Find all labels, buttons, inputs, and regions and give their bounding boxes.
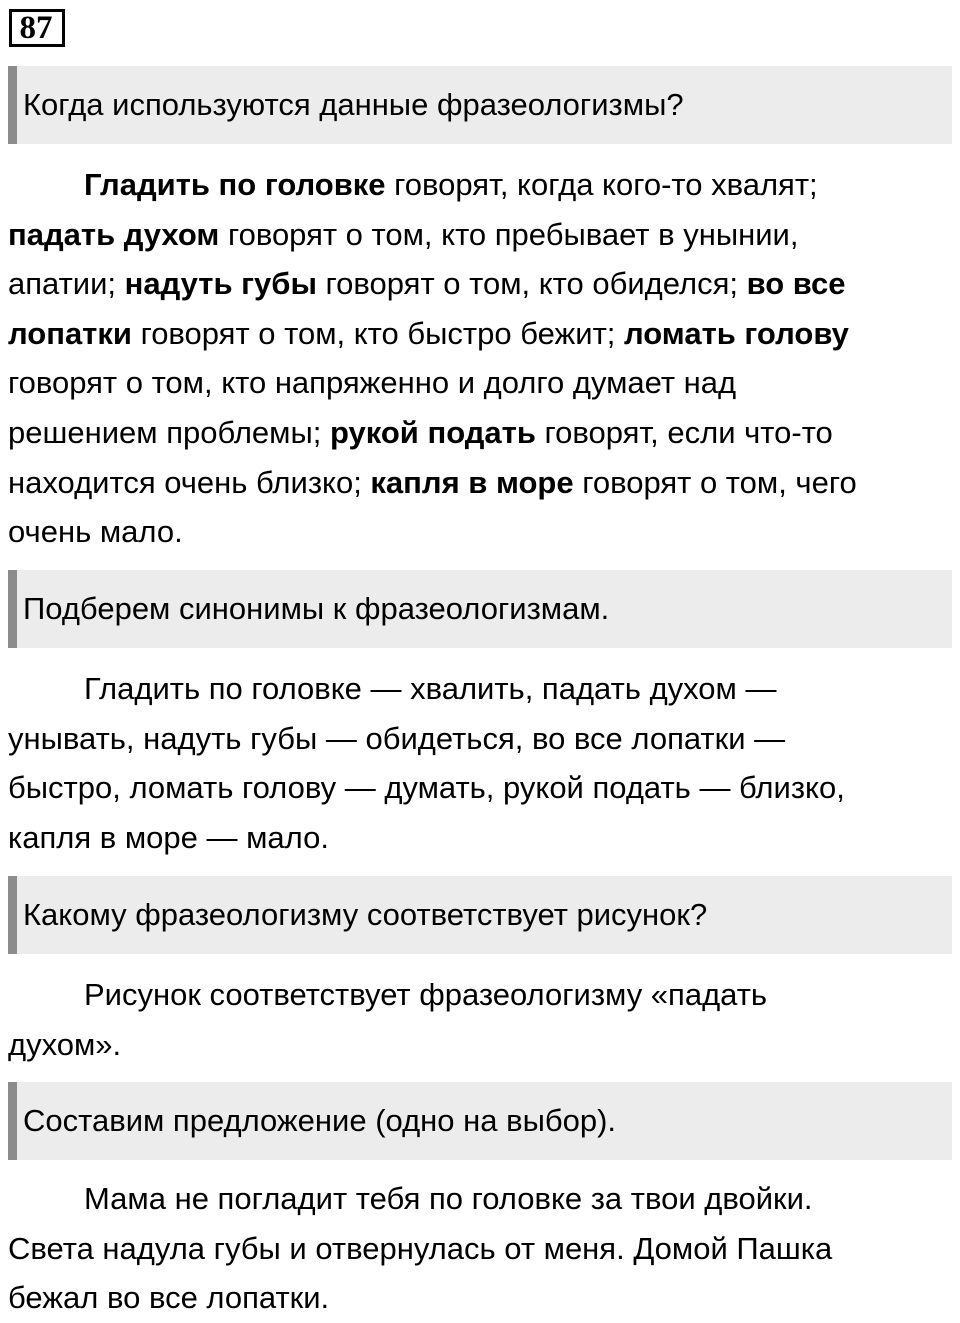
- phraseologism-bold: рукой подать: [329, 414, 536, 450]
- answer-line: [8, 309, 940, 359]
- answer-line: [8, 210, 940, 260]
- question-bar-2: [8, 570, 952, 648]
- answer-block-3: [8, 970, 940, 1069]
- answer-line: [8, 1174, 940, 1224]
- answer-text: унывать, надуть губы — обидеться, во все лопатки —: [8, 720, 786, 756]
- phraseologism-bold: во все: [746, 266, 846, 302]
- answer-text: говорят о том, чего: [573, 464, 857, 500]
- answer-block-1: [8, 160, 940, 557]
- answer-line: [8, 813, 940, 863]
- answer-line: [8, 714, 940, 764]
- question-text: Составим предложение (одно на выбор).: [23, 1103, 617, 1138]
- answer-text: решением проблемы;: [8, 414, 330, 450]
- answer-text: очень мало.: [8, 514, 183, 550]
- answer-text: находится очень близко;: [8, 464, 371, 500]
- answer-line: [8, 1224, 940, 1274]
- answer-text: бежал во все лопатки.: [8, 1280, 330, 1316]
- question-text: Когда используются данные фразеологизмы?: [23, 87, 684, 122]
- answer-line: [8, 358, 940, 408]
- answer-text: апатии;: [8, 266, 125, 302]
- answer-text: быстро, ломать голову — думать, рукой подать — близко,: [8, 770, 845, 806]
- answer-line: [8, 507, 940, 557]
- question-bar-3: [8, 876, 952, 954]
- answer-text: говорят о том, кто напряженно и долго думает над: [8, 365, 737, 401]
- answer-text: Мама не погладит тебя по головке за твои двойки.: [84, 1181, 813, 1216]
- answer-text: говорят о том, кто пребывает в унынии,: [219, 216, 799, 252]
- answer-line: [8, 408, 940, 458]
- answer-line: [8, 970, 940, 1020]
- phraseologism-bold: надуть губы: [124, 266, 317, 302]
- answer-line: [8, 1020, 940, 1070]
- phraseologism-bold: лопатки: [8, 315, 132, 351]
- answer-text: говорят, когда кого-то хвалят;: [385, 167, 818, 202]
- answer-text: духом».: [8, 1026, 122, 1062]
- answer-block-4: [8, 1174, 940, 1323]
- answer-text: говорят о том, кто обиделся;: [316, 266, 747, 302]
- answer-line: [8, 763, 940, 813]
- task-number: 87: [9, 9, 65, 47]
- answer-text: говорят о том, кто быстро бежит;: [131, 315, 624, 351]
- answer-line: [8, 160, 940, 210]
- answer-text: капля в море — мало.: [8, 819, 329, 855]
- question-bar-4: [8, 1082, 952, 1160]
- phraseologism-bold: ломать голову: [624, 315, 849, 351]
- answer-text: Света надула губы и отвернулась от меня. Домой Пашка: [8, 1230, 833, 1266]
- question-text: Какому фразеологизму соответствует рисунок?: [23, 897, 708, 932]
- phraseologism-bold: Гладить по головке: [84, 167, 386, 202]
- answer-line: [8, 664, 940, 714]
- answer-text: Рисунок соответствует фразеологизму «падать: [84, 977, 768, 1012]
- answer-line: [8, 458, 940, 508]
- question-text: Подберем синонимы к фразеологизмам.: [23, 591, 610, 626]
- answer-block-2: [8, 664, 940, 862]
- phraseologism-bold: капля в море: [370, 464, 574, 500]
- answer-line: [8, 1273, 940, 1323]
- answer-text: говорят, если что-то: [535, 414, 833, 450]
- answer-line: [8, 259, 940, 309]
- answer-text: Гладить по головке — хвалить, падать духом —: [84, 671, 777, 706]
- phraseologism-bold: падать духом: [8, 216, 220, 252]
- question-bar-1: [8, 66, 952, 144]
